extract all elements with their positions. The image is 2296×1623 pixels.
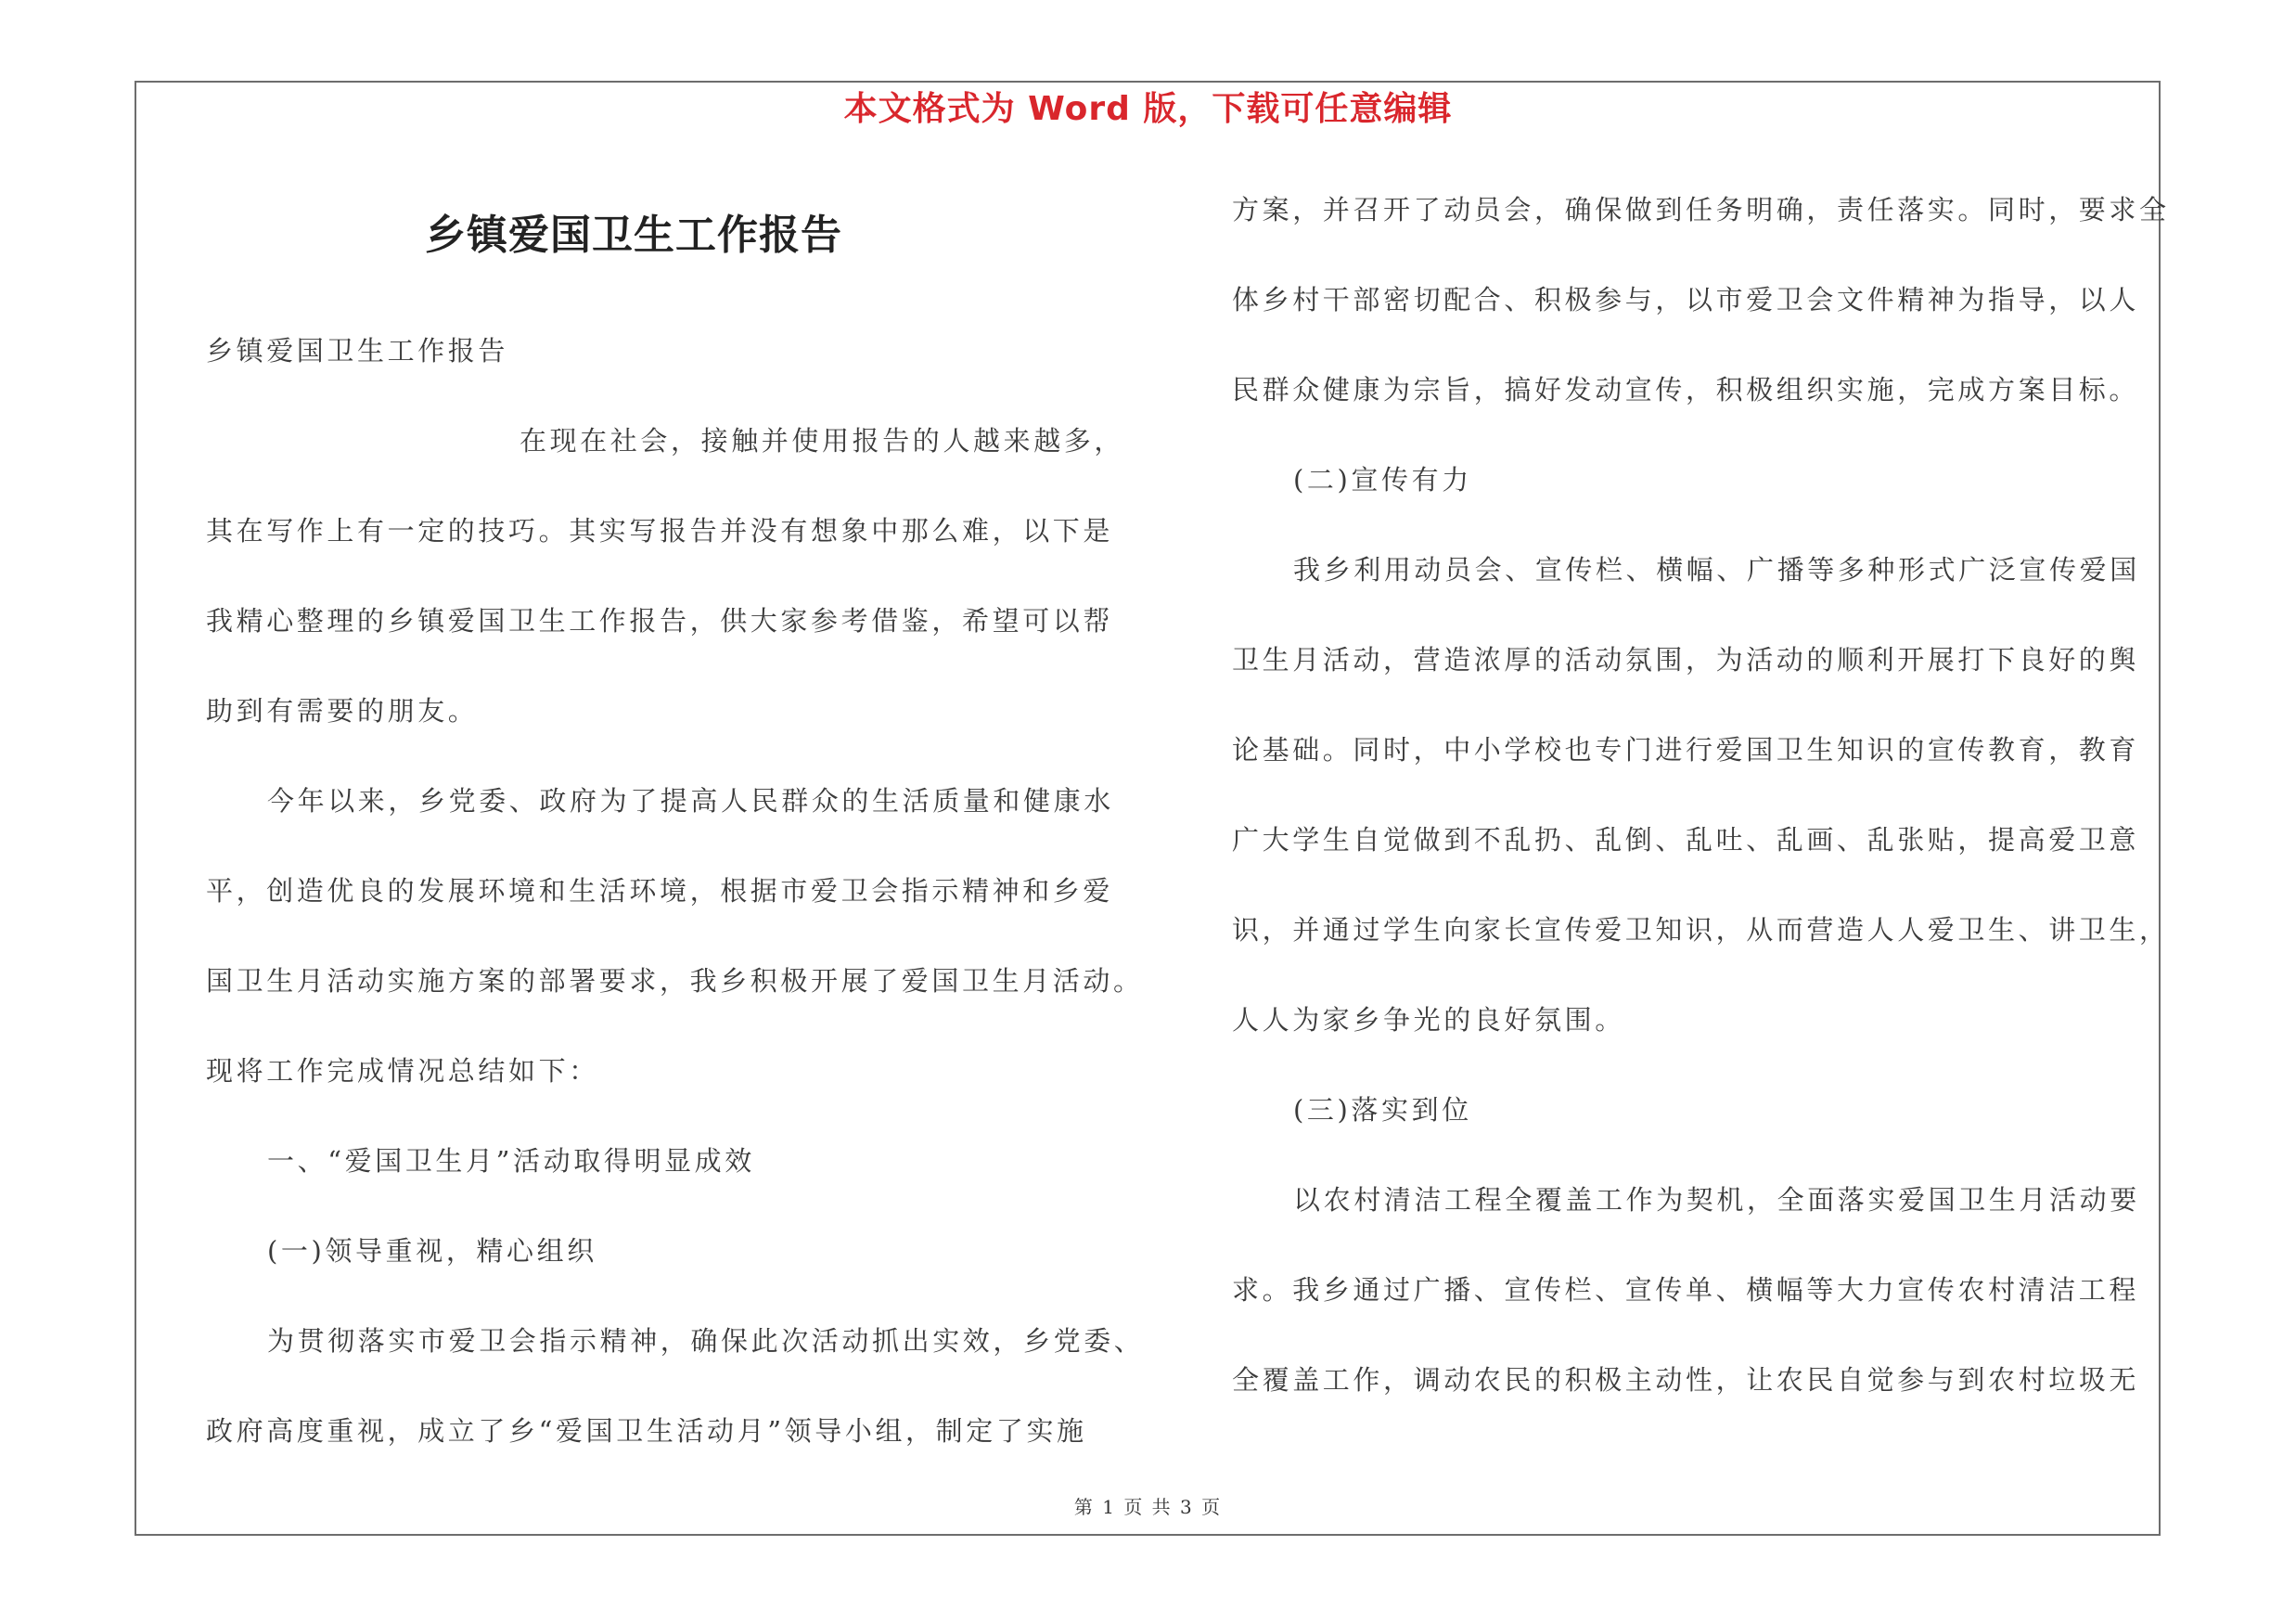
- body-line: 现将工作完成情况总结如下：: [206, 1055, 599, 1087]
- body-line: 政府高度重视，成立了乡“爱国卫生活动月”领导小组，制定了实施: [206, 1415, 1087, 1447]
- body-line: 求。我乡通过广播、宣传栏、宣传单、横幅等大力宣传农村清洁工程: [1232, 1274, 2140, 1306]
- body-line: 在现在社会，接触并使用报告的人越来越多，: [519, 425, 1125, 457]
- body-line: 论基础。同时，中小学校也专门进行爱国卫生知识的宣传教育，教育: [1232, 734, 2140, 766]
- body-line: 方案，并召开了动员会，确保做到任务明确，责任落实。同时，要求全: [1232, 194, 2170, 225]
- body-line: 我乡利用动员会、宣传栏、横幅、广播等多种形式广泛宣传爱国: [1293, 554, 2140, 586]
- body-line: 以农村清洁工程全覆盖工作为契机，全面落实爱国卫生月活动要: [1293, 1184, 2140, 1216]
- body-line: 民群众健康为宗旨，搞好发动宣传，积极组织实施，完成方案目标。: [1232, 374, 2140, 406]
- body-line: 人人为家乡争光的良好氛围。: [1232, 1004, 1625, 1036]
- body-line: 我精心整理的乡镇爱国卫生工作报告，供大家参考借鉴，希望可以帮: [206, 605, 1114, 637]
- document-title: 乡镇爱国卫生工作报告: [425, 212, 842, 259]
- subsection-heading: (一)领导重视，精心组织: [267, 1235, 597, 1267]
- body-line: 平，创造优良的发展环境和生活环境，根据市爱卫会指示精神和乡爱: [206, 875, 1114, 907]
- body-line: 全覆盖工作，调动农民的积极主动性，让农民自觉参与到农村垃圾无: [1232, 1364, 2140, 1396]
- body-line: 乡镇爱国卫生工作报告: [206, 335, 509, 367]
- page-number: 第 1 页 共 3 页: [1073, 1496, 1223, 1518]
- subsection-heading: (二)宣传有力: [1293, 464, 1472, 496]
- body-line: 为贯彻落实市爱卫会指示精神，确保此次活动抓出实效，乡党委、: [267, 1325, 1145, 1357]
- body-line: 体乡村干部密切配合、积极参与，以市爱卫会文件精神为指导，以人: [1232, 284, 2140, 316]
- body-line: 今年以来，乡党委、政府为了提高人民群众的生活质量和健康水: [267, 785, 1114, 817]
- body-line: 助到有需要的朋友。: [206, 695, 479, 727]
- section-heading: 一、“爱国卫生月”活动取得明显成效: [267, 1145, 755, 1177]
- body-line: 其在写作上有一定的技巧。其实写报告并没有想象中那么难，以下是: [206, 515, 1114, 547]
- subsection-heading: (三)落实到位: [1293, 1094, 1472, 1126]
- format-notice-banner: 本文格式为 Word 版，下载可任意编辑: [843, 90, 1453, 128]
- body-line: 广大学生自觉做到不乱扔、乱倒、乱吐、乱画、乱张贴，提高爱卫意: [1232, 824, 2140, 856]
- body-line: 卫生月活动，营造浓厚的活动氛围，为活动的顺利开展打下良好的舆: [1232, 644, 2140, 676]
- body-line: 识，并通过学生向家长宣传爱卫知识，从而营造人人爱卫生、讲卫生，: [1232, 914, 2170, 946]
- body-line: 国卫生月活动实施方案的部署要求，我乡积极开展了爱国卫生月活动。: [206, 965, 1144, 997]
